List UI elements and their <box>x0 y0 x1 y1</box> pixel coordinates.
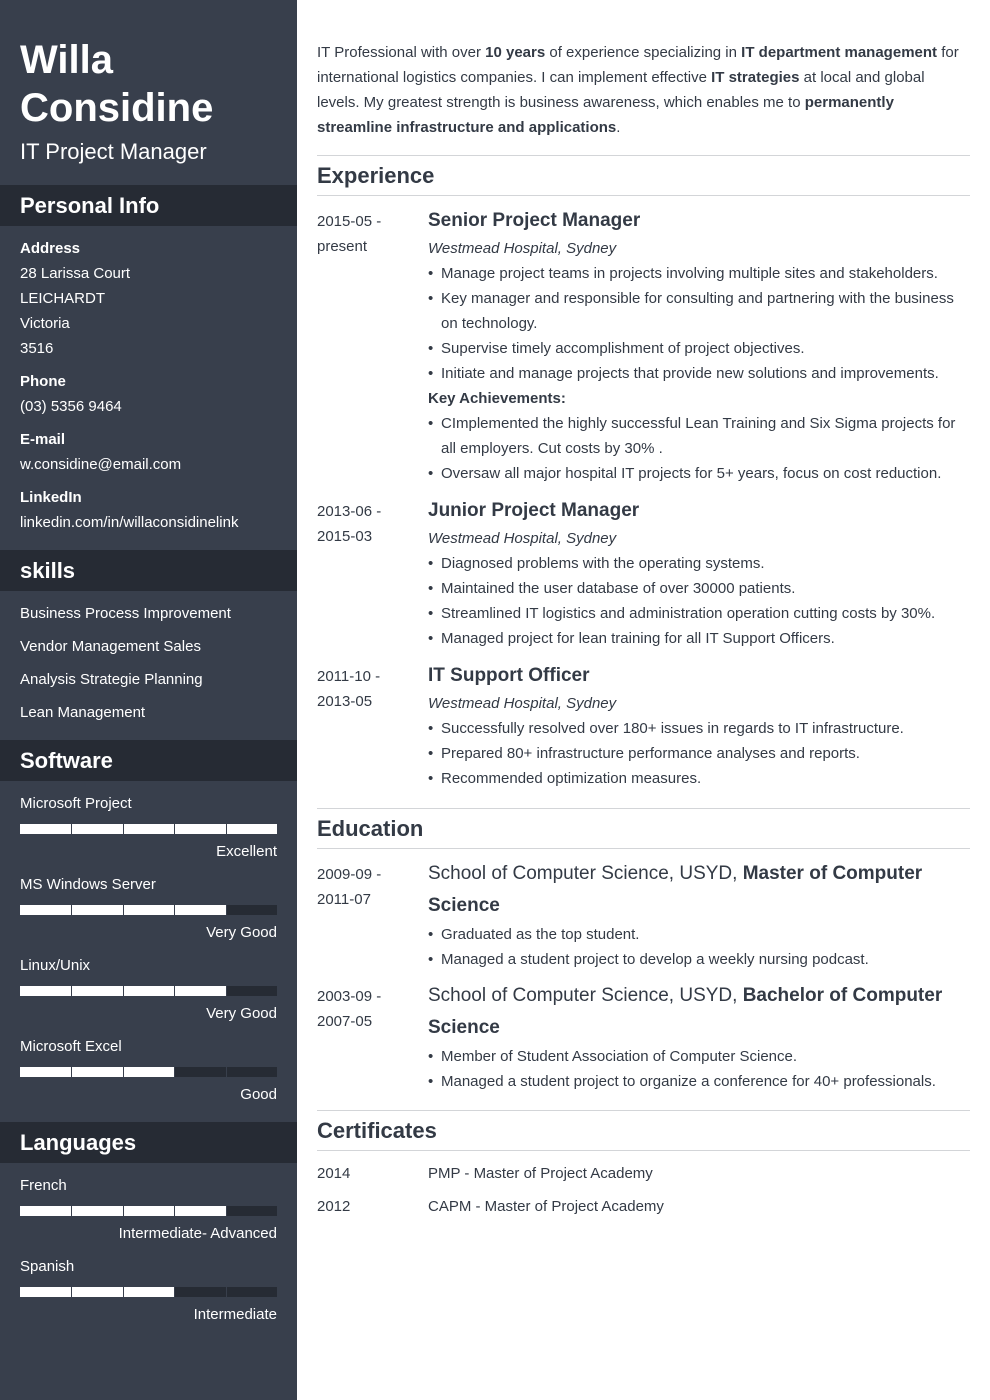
rating-segment-divider <box>226 1067 227 1077</box>
date-start: 2015-05 - <box>317 213 382 230</box>
certificate-year: 2012 <box>317 1198 351 1215</box>
job-dates <box>317 209 417 259</box>
summary-text: IT Professional with over <box>317 44 486 61</box>
list-item: • Member of Student Association of Computer Science. <box>428 1044 970 1069</box>
date-start: 2013-06 - <box>317 503 382 520</box>
skill-item: Analysis Strategie Planning <box>20 671 203 688</box>
education-details <box>428 922 970 972</box>
skill-item: Lean Management <box>20 704 146 721</box>
certificate-year: 2014 <box>317 1165 351 1182</box>
divider <box>317 195 970 196</box>
language-name: Spanish <box>20 1258 75 1275</box>
list-item: • Oversaw all major hospital IT projects for 5+ years, focus on cost reduction. <box>428 461 970 486</box>
summary-highlight: IT strategies <box>711 69 800 86</box>
address-label: Address <box>20 240 81 257</box>
rating-fill <box>20 1287 174 1297</box>
job-title: Junior Project Manager <box>428 500 640 521</box>
rating-segment-divider <box>71 824 72 834</box>
language-level: Intermediate- Advanced <box>118 1225 277 1242</box>
section-heading-personal-info: Personal Info <box>0 185 297 226</box>
job-entry <box>428 206 970 486</box>
software-level: Excellent <box>216 843 277 860</box>
divider <box>317 848 970 849</box>
language-level: Intermediate <box>193 1306 277 1323</box>
first-name: Willa <box>20 38 113 82</box>
list-item: • Streamlined IT logistics and administration operation cutting costs by 30%. <box>428 601 970 626</box>
rating-segment-divider <box>226 986 227 996</box>
address-value <box>20 261 130 361</box>
degree-name: Master of Computer Science <box>428 863 923 916</box>
last-name: Considine <box>20 86 214 130</box>
job-entry <box>428 496 970 651</box>
email-value[interactable]: w.considine@email.com <box>20 456 182 473</box>
rating-fill <box>20 824 277 834</box>
education-dates <box>317 862 417 912</box>
date-start: 2003-09 - <box>317 988 382 1005</box>
summary-text: for international logistics companies. I can implement effective <box>317 44 959 86</box>
job-duties <box>428 716 970 791</box>
rating-segment-divider <box>174 1287 175 1297</box>
date-end: present <box>317 238 368 255</box>
list-item: • Managed project for lean training for all IT Support Officers. <box>428 626 970 651</box>
divider <box>317 1150 970 1151</box>
summary-text: of experience specializing in <box>545 44 742 61</box>
divider <box>317 155 970 156</box>
rating-segment-divider <box>174 824 175 834</box>
rating-segment-divider <box>174 1067 175 1077</box>
rating-segment-divider <box>174 905 175 915</box>
achievements-label: Key Achievements: <box>428 390 566 407</box>
language-rating-bar <box>20 1287 277 1297</box>
rating-segment-divider <box>123 1067 124 1077</box>
rating-segment-divider <box>174 1206 175 1216</box>
date-end: 2013-05 <box>317 693 373 710</box>
section-heading-experience: Experience <box>317 163 435 188</box>
date-end: 2011-07 <box>317 891 371 908</box>
education-dates <box>317 984 417 1034</box>
job-role: IT Project Manager <box>20 139 207 164</box>
profile-summary <box>317 40 970 140</box>
language-rating-bar <box>20 1206 277 1216</box>
section-heading-skills: skills <box>0 550 297 591</box>
job-duties <box>428 261 970 386</box>
rating-segment-divider <box>226 824 227 834</box>
software-name: Microsoft Project <box>20 795 132 812</box>
summary-highlight: IT department management <box>741 44 938 61</box>
divider <box>317 1110 970 1111</box>
list-item: • Recommended optimization measures. <box>428 766 970 791</box>
summary-text: at local and global levels. My greatest strength is business awareness, which enables me to <box>317 69 925 111</box>
school-name: School of Computer Science, USYD, <box>428 863 743 884</box>
education-title <box>428 858 970 922</box>
rating-segment-divider <box>71 1206 72 1216</box>
candidate-name <box>20 36 213 132</box>
software-level: Good <box>240 1086 277 1103</box>
job-company: Westmead Hospital, Sydney <box>428 530 617 547</box>
section-heading-certificates: Certificates <box>317 1118 437 1143</box>
address-line: Victoria <box>20 315 70 332</box>
list-item: • CImplemented the highly successful Lean Training and Six Sigma projects for all employers. Cut costs by 30% . <box>428 411 970 461</box>
rating-segment-divider <box>71 1287 72 1297</box>
address-line: 28 Larissa Court <box>20 265 131 282</box>
rating-segment-divider <box>226 1206 227 1216</box>
email-label: E-mail <box>20 431 66 448</box>
list-item: • Managed a student project to develop a weekly nursing podcast. <box>428 947 970 972</box>
date-start: 2009-09 - <box>317 866 382 883</box>
date-end: 2007-05 <box>317 1013 373 1030</box>
certificate-name: PMP - Master of Project Academy <box>428 1165 653 1182</box>
phone-value: (03) 5356 9464 <box>20 398 122 415</box>
address-line: 3516 <box>20 340 54 357</box>
rating-segment-divider <box>71 905 72 915</box>
address-line: LEICHARDT <box>20 290 106 307</box>
phone-label: Phone <box>20 373 66 390</box>
job-entry <box>428 661 970 791</box>
list-item: • Key manager and responsible for consulting and partnering with the business on technology. <box>428 286 970 336</box>
list-item: • Diagnosed problems with the operating systems. <box>428 551 970 576</box>
job-dates <box>317 664 417 714</box>
software-rating-bar <box>20 905 277 915</box>
job-achievements <box>428 411 970 486</box>
rating-segment-divider <box>123 905 124 915</box>
list-item: • Supervise timely accomplishment of project objectives. <box>428 336 970 361</box>
education-entry <box>428 980 970 1094</box>
section-heading-software: Software <box>0 740 297 781</box>
education-details <box>428 1044 970 1094</box>
list-item: • Successfully resolved over 180+ issues in regards to IT infrastructure. <box>428 716 970 741</box>
sidebar <box>0 0 297 1400</box>
rating-segment-divider <box>71 1067 72 1077</box>
summary-highlight: 10 years <box>485 44 546 61</box>
software-level: Very Good <box>206 924 277 941</box>
section-heading-languages: Languages <box>0 1122 297 1163</box>
software-name: Linux/Unix <box>20 957 91 974</box>
rating-segment-divider <box>123 1287 124 1297</box>
rating-segment-divider <box>226 905 227 915</box>
software-name: MS Windows Server <box>20 876 156 893</box>
section-heading-education: Education <box>317 816 424 841</box>
skill-item: Vendor Management Sales <box>20 638 201 655</box>
linkedin-label: LinkedIn <box>20 489 82 506</box>
school-name: School of Computer Science, USYD, <box>428 985 743 1006</box>
list-item: • Managed a student project to organize a conference for 40+ professionals. <box>428 1069 970 1094</box>
linkedin-value[interactable]: linkedin.com/in/willaconsidinelink <box>20 514 239 531</box>
list-item: • Prepared 80+ infrastructure performance analyses and reports. <box>428 741 970 766</box>
degree-name: Bachelor of Computer Science <box>428 985 943 1038</box>
date-end: 2015-03 <box>317 528 373 545</box>
software-rating-bar <box>20 1067 277 1077</box>
job-company: Westmead Hospital, Sydney <box>428 695 617 712</box>
rating-segment-divider <box>174 986 175 996</box>
job-duties <box>428 551 970 651</box>
list-item: • Manage project teams in projects involving multiple sites and stakeholders. <box>428 261 970 286</box>
list-item: • Initiate and manage projects that provide new solutions and improvements. <box>428 361 970 386</box>
divider <box>317 808 970 809</box>
software-level: Very Good <box>206 1005 277 1022</box>
list-item: • Graduated as the top student. <box>428 922 970 947</box>
list-item: • Maintained the user database of over 30000 patients. <box>428 576 970 601</box>
language-name: French <box>20 1177 67 1194</box>
rating-segment-divider <box>71 986 72 996</box>
rating-fill <box>20 1067 174 1077</box>
software-rating-bar <box>20 824 277 834</box>
job-title: IT Support Officer <box>428 665 590 686</box>
software-rating-bar <box>20 986 277 996</box>
job-dates <box>317 499 417 549</box>
rating-segment-divider <box>123 824 124 834</box>
date-start: 2011-10 - <box>317 668 381 685</box>
rating-segment-divider <box>123 986 124 996</box>
rating-segment-divider <box>123 1206 124 1216</box>
rating-segment-divider <box>226 1287 227 1297</box>
summary-text: . <box>616 119 621 136</box>
summary-highlight: permanently streamline infrastructure and applications <box>317 94 894 136</box>
software-name: Microsoft Excel <box>20 1038 122 1055</box>
education-title <box>428 980 970 1044</box>
certificate-name: CAPM - Master of Project Academy <box>428 1198 664 1215</box>
job-company: Westmead Hospital, Sydney <box>428 240 617 257</box>
skill-item: Business Process Improvement <box>20 605 231 622</box>
job-title: Senior Project Manager <box>428 210 641 231</box>
education-entry <box>428 858 970 972</box>
